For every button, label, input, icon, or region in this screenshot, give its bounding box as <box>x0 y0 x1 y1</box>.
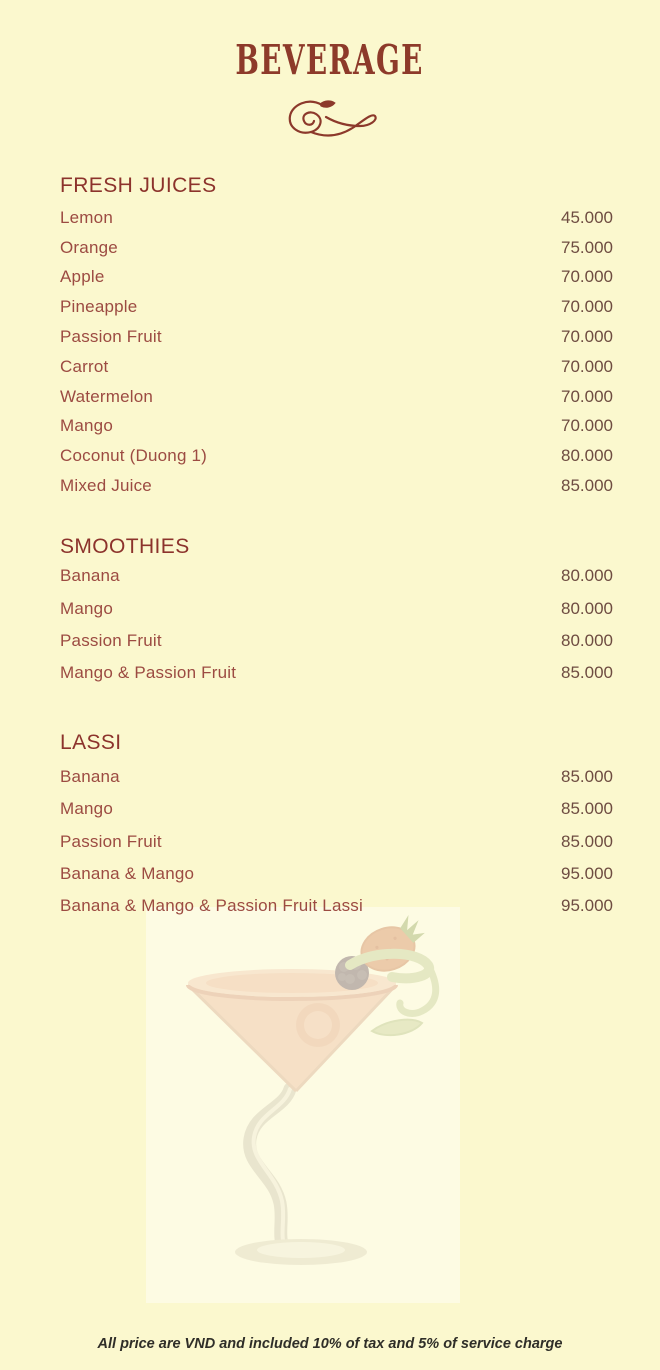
menu-item-row <box>60 592 613 624</box>
item-name: Coconut (Duong 1) <box>60 446 208 466</box>
section-header-fresh-juices: FRESH JUICES <box>60 174 217 197</box>
item-price: 80.000 <box>561 446 613 466</box>
item-name: Passion Fruit <box>60 831 162 851</box>
item-price: 80.000 <box>561 598 613 618</box>
item-name: Banana & Mango <box>60 863 195 883</box>
item-name: Orange <box>60 237 118 257</box>
item-price: 85.000 <box>561 766 613 786</box>
flourish-swirl-icon <box>280 97 380 137</box>
item-price: 70.000 <box>561 386 613 406</box>
item-name: Passion Fruit <box>60 630 162 650</box>
item-price: 45.000 <box>561 207 613 227</box>
menu-item-row <box>60 412 613 442</box>
menu-item-row <box>60 625 613 657</box>
footer-note: All price are VND and included 10% of tax and 5% of service charge <box>97 1336 563 1352</box>
item-price: 85.000 <box>561 831 613 851</box>
item-price: 85.000 <box>561 476 613 496</box>
item-price: 85.000 <box>561 799 613 819</box>
menu-item-row <box>60 471 613 501</box>
menu-item-row <box>60 825 613 857</box>
cocktail-photo <box>146 907 460 1303</box>
item-name: Banana & Mango & Passion Fruit Lassi <box>60 896 363 916</box>
menu-item-row <box>60 322 613 352</box>
item-name: Watermelon <box>60 386 154 406</box>
flourish-decoration <box>0 97 660 137</box>
menu-item-row <box>60 441 613 471</box>
item-price: 75.000 <box>561 237 613 257</box>
item-price: 80.000 <box>561 566 613 586</box>
item-name: Pineapple <box>60 297 138 317</box>
menu-item-row <box>60 793 613 825</box>
item-price: 70.000 <box>561 267 613 287</box>
cocktail-glass-illustration <box>146 907 460 1303</box>
menu-item-row <box>60 761 613 793</box>
menu-item-row <box>60 858 613 890</box>
menu-section-fresh-juices <box>60 174 613 501</box>
menu-item-row <box>60 890 613 922</box>
item-price: 70.000 <box>561 416 613 436</box>
item-name: Lemon <box>60 207 113 227</box>
menu-sections <box>60 174 613 922</box>
item-name: Carrot <box>60 356 109 376</box>
item-price: 85.000 <box>561 663 613 683</box>
item-name: Mixed Juice <box>60 476 152 496</box>
item-price: 70.000 <box>561 327 613 347</box>
menu-item-row <box>60 560 613 592</box>
item-price: 80.000 <box>561 630 613 650</box>
item-name: Mango & Passion Fruit <box>60 663 237 683</box>
menu-item-row <box>60 203 613 233</box>
item-price: 95.000 <box>561 863 613 883</box>
menu-item-row <box>60 263 613 293</box>
item-name: Mango <box>60 799 113 819</box>
item-name: Apple <box>60 267 105 287</box>
menu-item-row <box>60 382 613 412</box>
item-name: Passion Fruit <box>60 327 162 347</box>
section-items <box>60 203 613 501</box>
item-name: Banana <box>60 566 120 586</box>
menu-section-lassi <box>60 731 613 923</box>
section-items <box>60 560 613 690</box>
menu-section-smoothies <box>60 535 613 690</box>
item-name: Mango <box>60 416 113 436</box>
item-price: 95.000 <box>561 896 613 916</box>
item-price: 70.000 <box>561 356 613 376</box>
section-header-lassi: LASSI <box>60 730 122 754</box>
item-name: Mango <box>60 598 113 618</box>
page-title <box>0 36 660 84</box>
page-title-text: BEVERAGE <box>235 36 425 84</box>
item-price: 70.000 <box>561 297 613 317</box>
menu-item-row <box>60 292 613 322</box>
section-header-smoothies: SMOOTHIES <box>60 534 190 558</box>
menu-item-row <box>60 233 613 263</box>
menu-item-row <box>60 657 613 689</box>
section-items <box>60 761 613 923</box>
menu-item-row <box>60 352 613 382</box>
item-name: Banana <box>60 766 120 786</box>
